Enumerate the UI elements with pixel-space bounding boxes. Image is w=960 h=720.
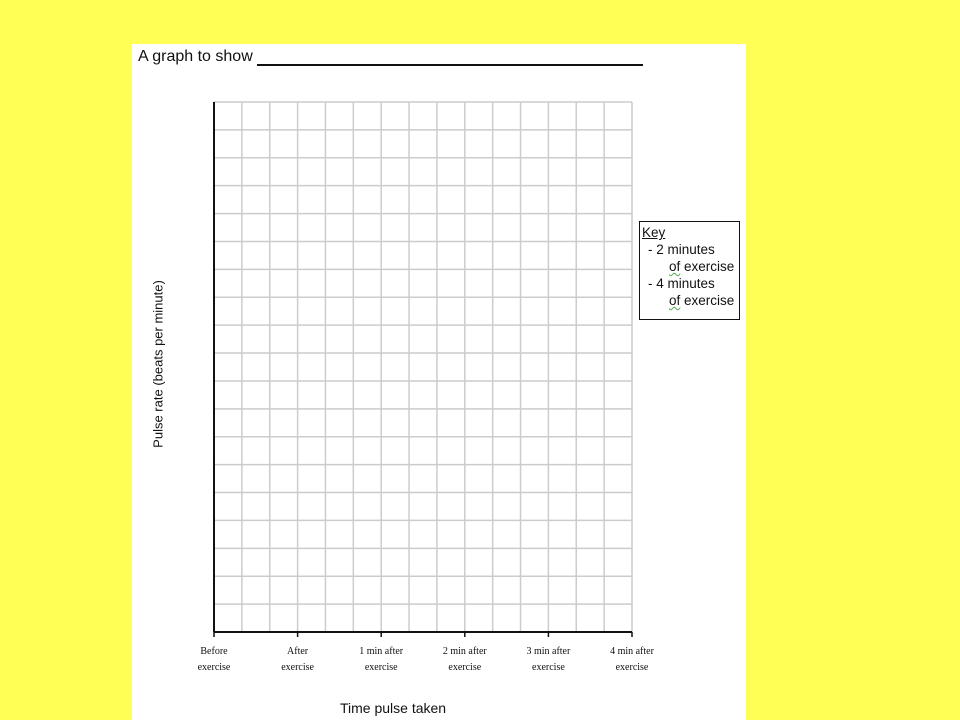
- x-axis-label: Time pulse taken: [340, 700, 447, 716]
- legend-entry-2-of: of: [669, 259, 681, 274]
- blank-line-graph: [132, 44, 746, 720]
- x-tick-label: 3 min after: [526, 646, 571, 657]
- legend-entry-2-line1: - 2 minutes: [648, 242, 715, 257]
- x-tick-label: exercise: [281, 662, 314, 673]
- legend-title: Key: [642, 225, 666, 240]
- x-tick-label: exercise: [615, 662, 649, 673]
- legend-entry-2-line2: [648, 258, 739, 275]
- legend-entry-4-minutes: [642, 275, 739, 309]
- worksheet: [132, 44, 746, 720]
- x-tick-label: exercise: [532, 662, 565, 673]
- x-tick-label: 2 min after: [442, 646, 487, 657]
- x-tick-label: Before: [200, 646, 228, 657]
- x-tick-label: exercise: [197, 662, 231, 673]
- legend-entry-4-of: of: [669, 293, 681, 308]
- legend-entry-4-line1: - 4 minutes: [648, 276, 715, 291]
- x-tick-label: exercise: [448, 662, 482, 673]
- x-tick-label: 1 min after: [359, 646, 404, 657]
- legend-entry-2-minutes: [642, 241, 739, 275]
- legend-entry-4-line2: [648, 292, 739, 309]
- x-tick-label: After: [287, 646, 309, 657]
- legend-key: [639, 221, 740, 320]
- x-tick-label: 4 min after: [610, 646, 654, 657]
- graph-title-text: A graph to show: [138, 48, 253, 65]
- y-axis-label: Pulse rate (beats per minute): [150, 280, 166, 448]
- legend-entry-2-rest: exercise: [684, 259, 735, 274]
- x-tick-label: exercise: [364, 662, 398, 673]
- legend-entry-4-rest: exercise: [684, 293, 735, 308]
